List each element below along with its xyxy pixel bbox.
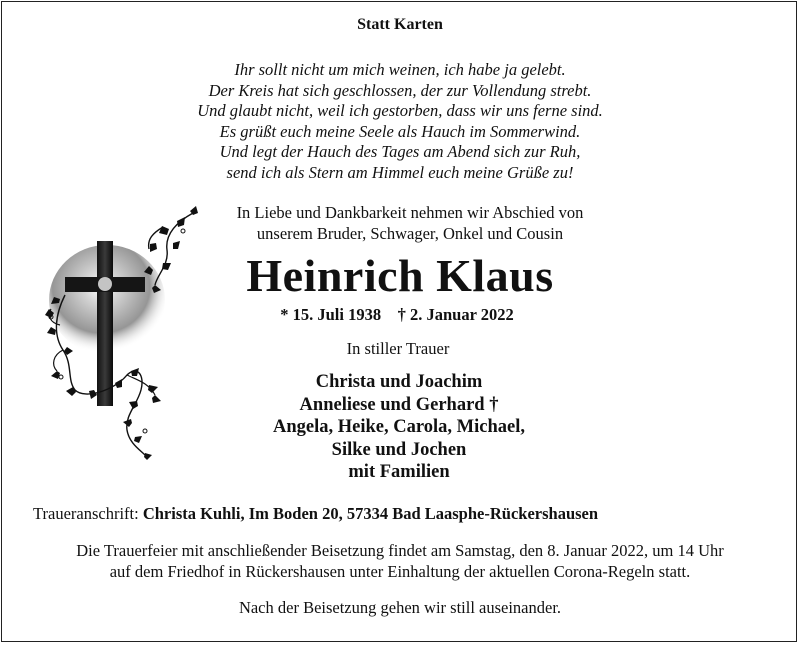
deceased-name: Heinrich Klaus [246,250,554,301]
family-list [0,371,799,484]
family-line: Angela, Heike, Carola, Michael, [273,417,525,437]
ceremony-line: auf dem Friedhof in Rückershausen unter Einhaltung der aktuellen Corona-Regeln statt. [109,562,691,581]
poem-line: Und legt der Hauch des Tages am Abend sich zur Ruh, [219,142,581,161]
mourning-line: In stiller Trauer [346,339,450,358]
intro-line: unserem Bruder, Schwager, Onkel und Cousin [256,223,564,243]
poem-line: Und glaubt nicht, weil ich gestorben, dass wir uns ferne sind. [197,101,603,120]
closing-line: Nach der Beisetzung gehen wir still auseinander. [238,598,562,617]
life-dates [0,305,797,325]
intro-text [10,203,800,244]
poem-line: send ich als Stern am Himmel euch meine Grüße zu! [226,162,574,182]
poem [0,60,800,183]
poem-line: Der Kreis hat sich geschlossen, der zur Vollendung strebt. [208,80,592,100]
family-line: mit Familien [348,462,450,482]
poem-line: Ihr sollt nicht um mich weinen, ich habe ja gelebt. [234,60,566,79]
family-line: Anneliese und Gerhard † [299,394,499,415]
address-label: Traueranschrift: [33,504,139,523]
birth-date: * 15. Juli 1938 [280,305,382,324]
family-line: Silke und Jochen [331,439,467,460]
poem-line: Es grüßt euch meine Seele als Hauch im Sommerwind. [219,121,581,141]
ceremony-line: Die Trauerfeier mit anschließender Beisetzung findet am Samstag, den 8. Januar 2022, um 14 Uhr [76,541,724,560]
death-date: † 2. Januar 2022 [397,305,514,324]
mourning-address [33,504,598,524]
intro-line: In Liebe und Dankbarkeit nehmen wir Abschied von [236,203,584,222]
address-value: Christa Kuhli, Im Boden 20, 57334 Bad Laasphe-Rückershausen [142,504,599,523]
ceremony-info [0,540,800,582]
family-line: Christa und Joachim [315,372,483,392]
notice-header: Statt Karten [357,16,443,33]
